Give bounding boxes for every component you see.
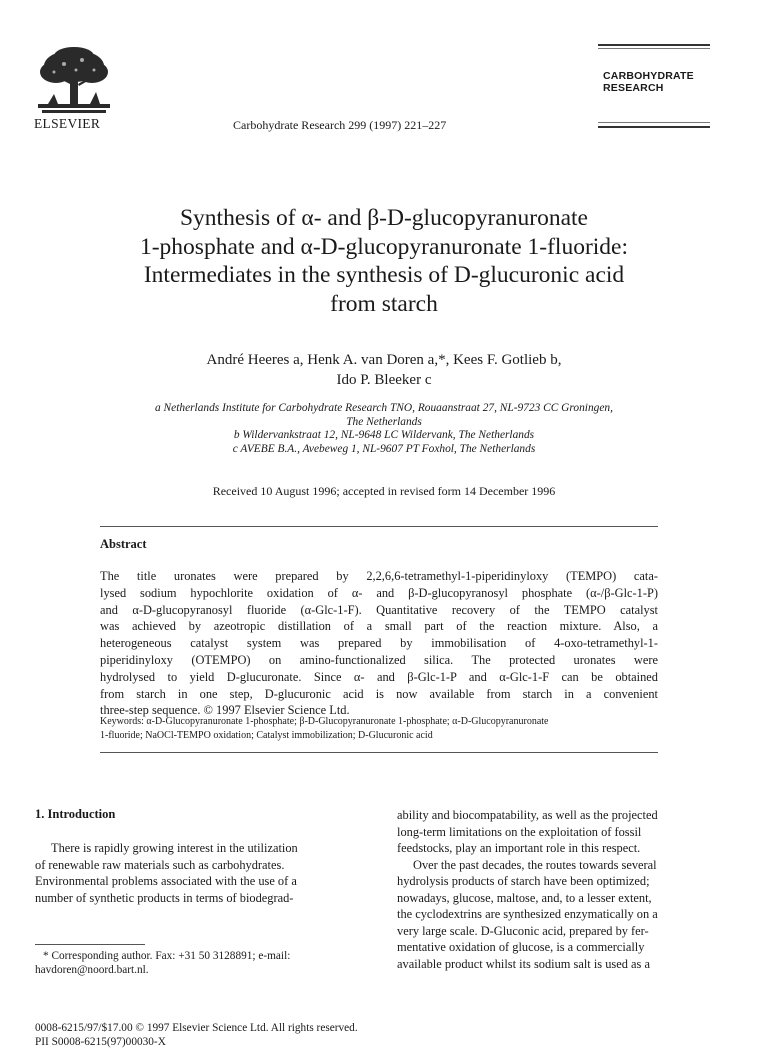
body-line: feedstocks, play an important role in this respect.: [397, 841, 641, 855]
introduction-right-column: [397, 807, 727, 972]
copyright-line: PII S0008-6215(97)00030-X: [35, 1036, 166, 1048]
introduction-left-column: [35, 840, 365, 906]
body-line: the cyclodextrins are synthesized enzymatically on a: [397, 907, 658, 921]
keywords-line: 1-fluoride; NaOCl-TEMPO oxidation; Catalyst immobilization; D-Glucuronic acid: [100, 729, 433, 741]
abstract-line: The title uronates were prepared by 2,2,6,6-tetramethyl-1-piperidinyloxy (TEMPO) cata-: [100, 569, 658, 583]
journal-brand-line: CARBOHYDRATE: [603, 70, 694, 82]
abstract-heading: Abstract: [100, 537, 147, 551]
body-line: Over the past decades, the routes towards several: [413, 857, 657, 872]
copyright-notice: [35, 1021, 358, 1049]
author-line: Ido P. Bleeker c: [336, 372, 432, 388]
abstract-line: piperidinyloxy (OTEMPO) on amino-functionalized silica. The protected uronates were: [100, 652, 658, 667]
brand-rule: [598, 126, 710, 128]
brand-rule: [598, 122, 710, 123]
brand-rule: [598, 44, 710, 46]
received-date: Received 10 August 1996; accepted in revised form 14 December 1996: [212, 484, 556, 498]
author-line: André Heeres a, Henk A. van Doren a,*, Kees F. Gotlieb b,: [206, 352, 562, 368]
body-line: mentative oxidation of glucose, is a commercially: [397, 940, 645, 954]
abstract-line: hydrolysed to yield D-glucuronate. Since α- and β-Glc-1-P and α-Glc-1-F can be obtained: [100, 669, 658, 684]
body-line: available product whilst its sodium salt is used as a: [397, 956, 650, 971]
abstract-line: from starch in one step, D-glucuronic acid is now available from starch in a convenient: [100, 686, 658, 701]
body-line: number of synthetic products in terms of biodegrad-: [35, 890, 294, 905]
title-line: Intermediates in the synthesis of D-glucuronic acid: [143, 262, 625, 288]
body-line: hydrolysis products of starch have been optimized;: [397, 874, 650, 888]
publisher-name: ELSEVIER: [34, 116, 101, 131]
footnote-line: havdoren@noord.bart.nl.: [35, 964, 149, 976]
abstract-line: was achieved by azeotropic distillation of a small part of the reaction mixture. Also, a: [100, 619, 658, 634]
body-line: There is rapidly growing interest in the utilization: [51, 841, 298, 855]
affiliation-line: b Wildervankstraat 12, NL-9648 LC Wildervank, The Netherlands: [233, 429, 535, 441]
copyright-line: 0008-6215/97/$17.00 © 1997 Elsevier Science Ltd. All rights reserved.: [35, 1022, 358, 1034]
affiliation-line: a Netherlands Institute for Carbohydrate Research TNO, Rouaanstraat 27, NL-9723 CC Groningen,: [155, 402, 613, 414]
body-line: very large scale. D-Gluconic acid, prepared by fer-: [397, 923, 649, 938]
elsevier-tree-logo: [34, 44, 114, 118]
introduction-heading: 1. Introduction: [35, 807, 116, 821]
abstract-line: heterogeneous catalyst system was prepared by immobilisation of 4-oxo-tetramethyl-1-: [100, 636, 658, 651]
keywords-line: Keywords: α-D-Glucopyranuronate 1-phosphate; β-D-Glucopyranuronate 1-phosphate; α-D-Glucopyranuronate: [100, 716, 549, 727]
abstract-line: lysed sodium hypochlorite oxidation of α- and β-D-glucopyranosyl phosphate (α-/β-Glc-1-P): [100, 585, 658, 600]
body-line: long-term limitations on the exploitation of fossil: [397, 824, 642, 839]
abstract-bottom-rule: [100, 752, 658, 753]
affiliation-line: The Netherlands: [346, 415, 422, 428]
footnote-line: * Corresponding author. Fax: +31 50 3128891; e-mail:: [43, 950, 291, 962]
brand-rule: [598, 48, 710, 49]
author-list: [60, 350, 708, 390]
affiliations: [60, 402, 708, 456]
body-line: Environmental problems associated with the use of a: [35, 874, 297, 888]
keywords: [100, 715, 658, 742]
body-line: of renewable raw materials such as carbohydrates.: [35, 857, 285, 872]
abstract-line: and α-D-glucopyranosyl fluoride (α-Glc-1-F). Quantitative recovery of the TEMPO catalyst: [100, 602, 658, 617]
body-line: ability and biocompatability, as well as the projected: [397, 808, 658, 822]
journal-brand: [603, 70, 694, 94]
title-line: from starch: [330, 290, 438, 317]
footnote-rule: [35, 944, 145, 945]
article-title: [60, 204, 708, 318]
title-line: 1-phosphate and α-D-glucopyranuronate 1-fluoride:: [139, 233, 629, 260]
title-line: Synthesis of α- and β-D-glucopyranuronate: [179, 205, 588, 231]
journal-reference: Carbohydrate Research 299 (1997) 221–227: [233, 118, 447, 132]
journal-brand-line: RESEARCH: [603, 82, 664, 94]
abstract-top-rule: [100, 526, 658, 527]
affiliation-line: c AVEBE B.A., Avebeweg 1, NL-9607 PT Foxhol, The Netherlands: [232, 442, 536, 455]
abstract-text: [100, 568, 658, 719]
footnote: [35, 949, 375, 977]
body-line: nowadays, glucose, maltose, and, to a lesser extent,: [397, 890, 652, 905]
abstract-line: three-step sequence. © 1997 Elsevier Science Ltd.: [100, 703, 350, 718]
